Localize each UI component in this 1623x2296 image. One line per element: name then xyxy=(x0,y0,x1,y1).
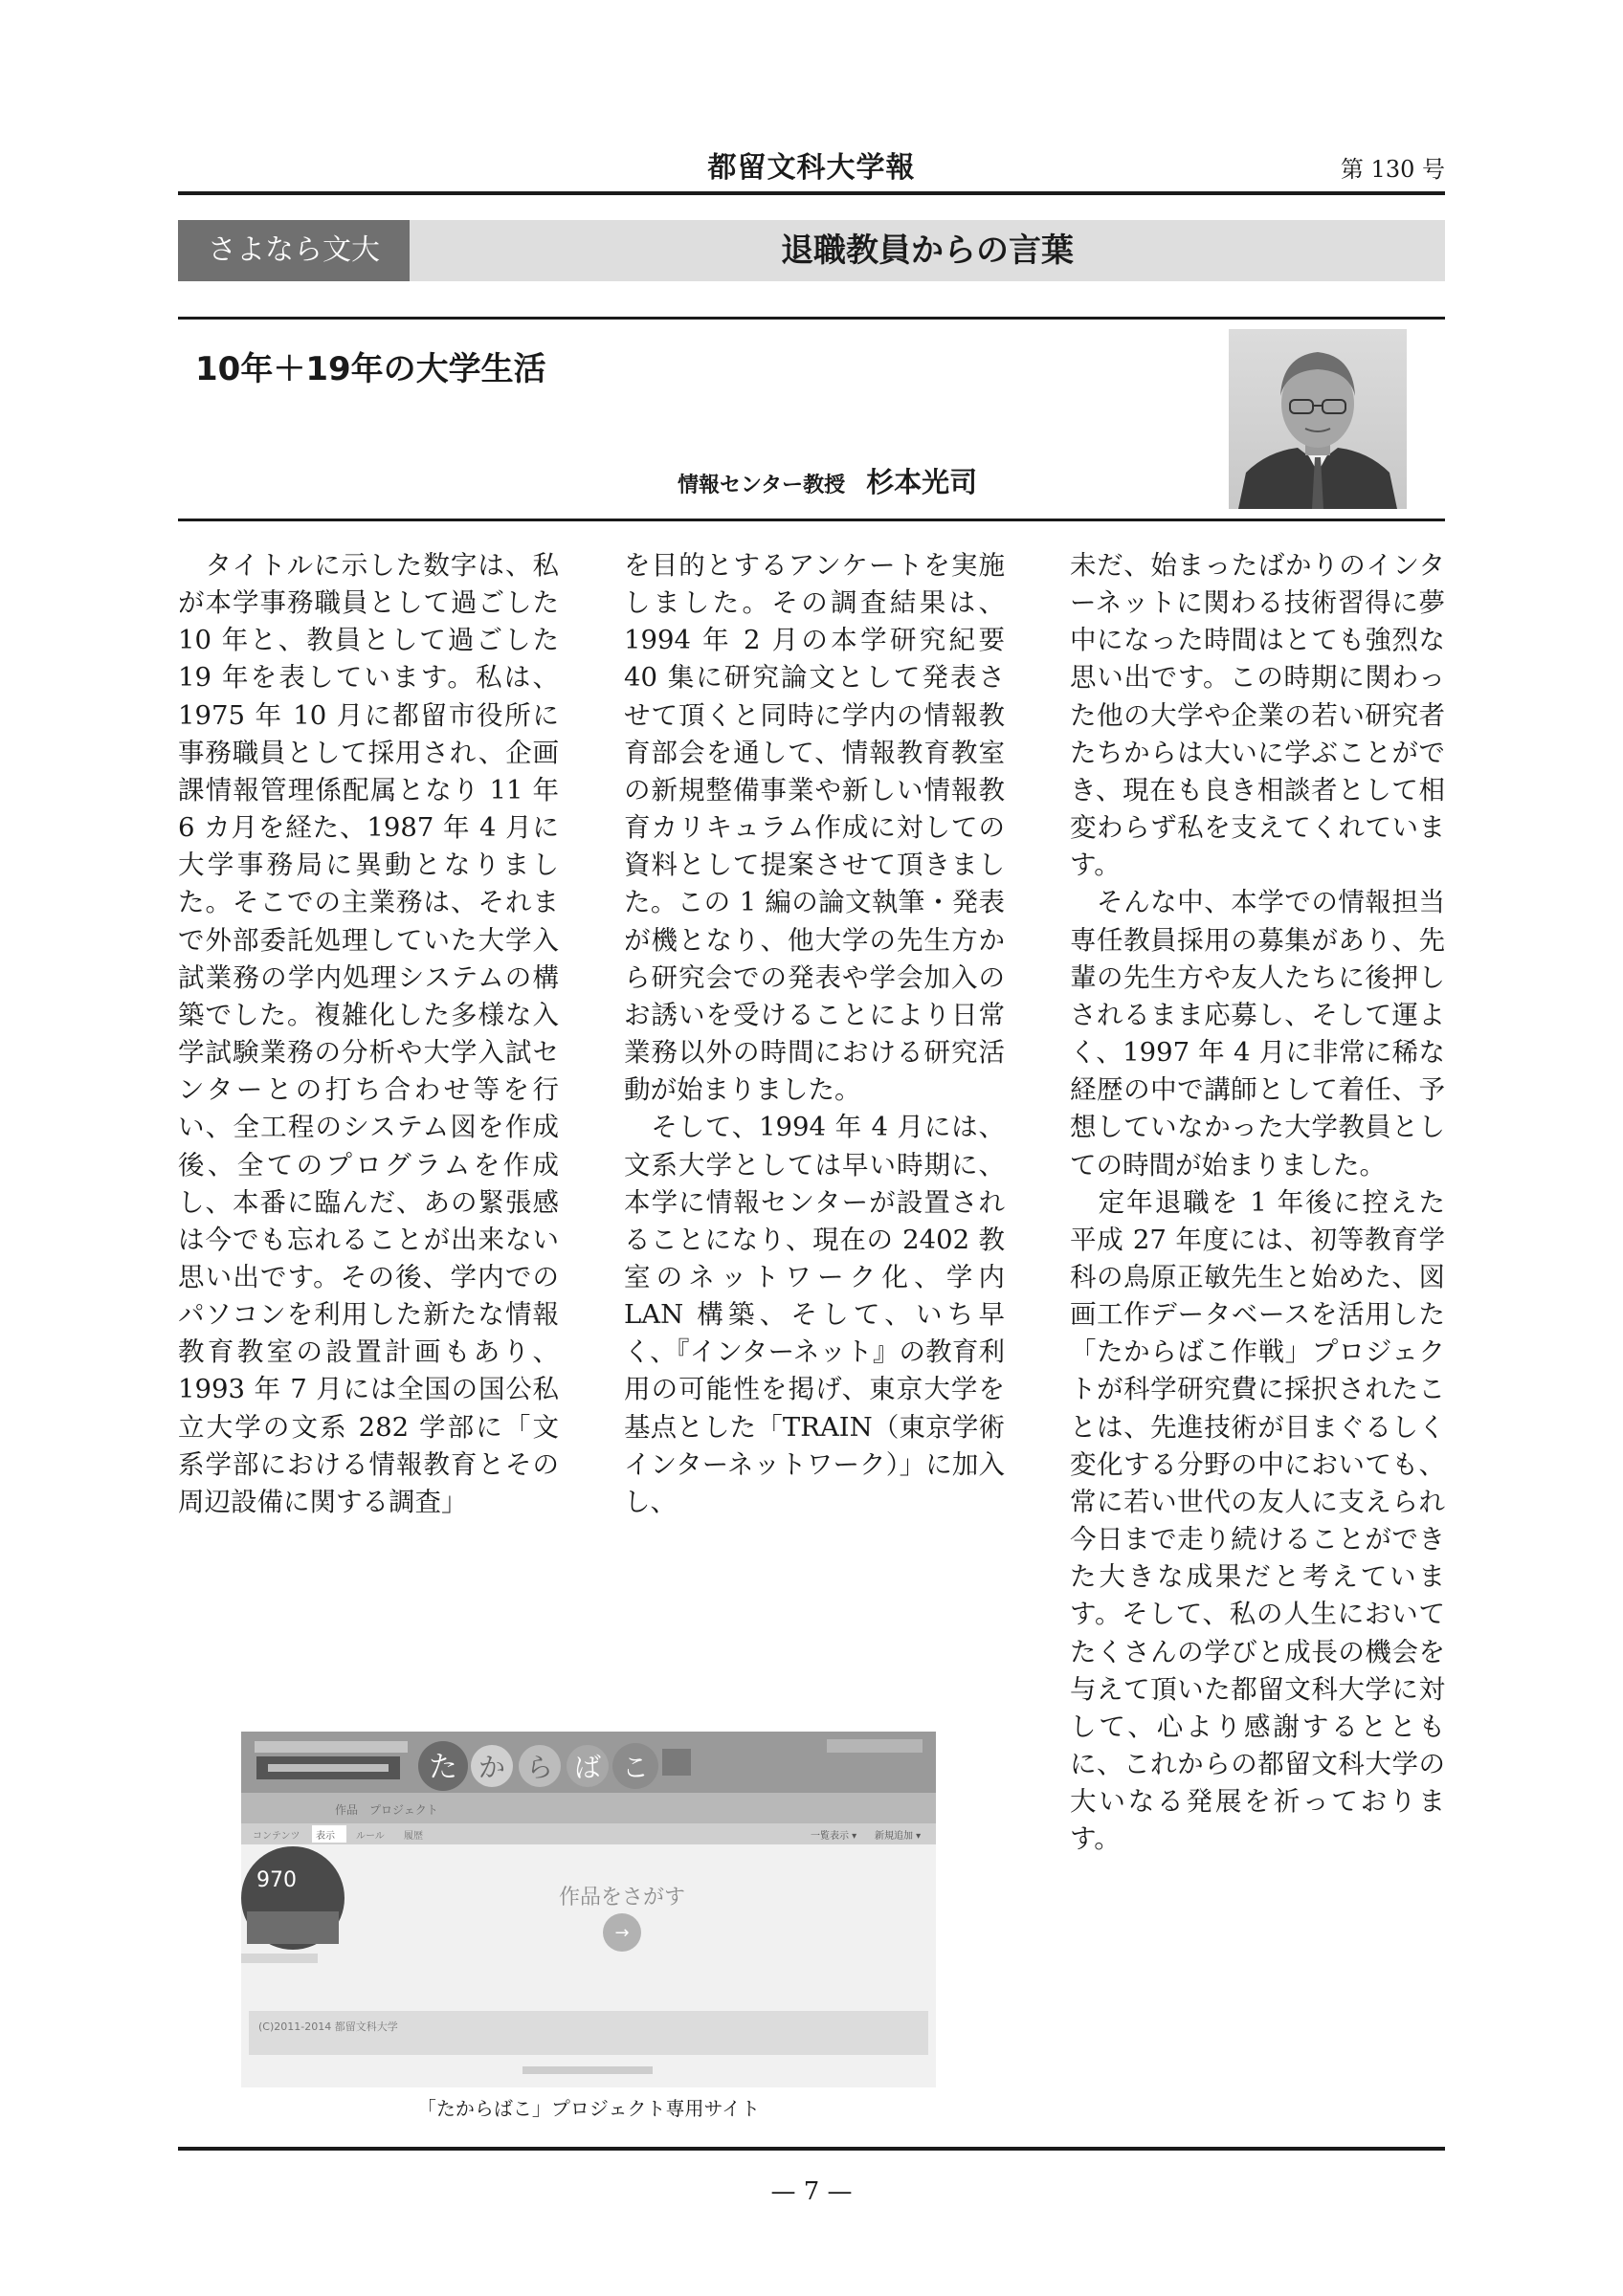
article-top-rule xyxy=(178,317,1445,320)
paragraph: そんな中、本学での情報担当専任教員採用の募集があり、先輩の先生方や友人たちに後押しされるまま応募し、そして運よく、1997 年 4 月に非常に稀な経歴の中で講師として着任、予想していなかった大学教員としての時間が始まりました。 xyxy=(1070,887,1445,1181)
logo-char: ば xyxy=(573,1752,602,1783)
site-search-box[interactable] xyxy=(827,1739,923,1753)
paragraph: を目的とするアンケートを実施しました。その調査結果は、1994 年 2 月の本学研究紀要 40 集に研究論文として発表させて頂くと同時に学内の情報教育部会を通して、情報教育教室の新規整備事業や新しい情報教育カリキュラム作成に対しての資料として提案させて頂きました。この 1 編の論文執筆・発表が機となり、他大学の先生方から研究会での発表や学会加入のお誘いを受けることにより日常業務以外の時間における研究活動が始まりました。 xyxy=(624,550,1005,1106)
figure-caption: 「たからばこ」プロジェクト専用サイト xyxy=(416,2097,761,2120)
author-line xyxy=(678,461,977,500)
page-number: — 7 — xyxy=(770,2177,853,2206)
author-role: 情報センター教授 xyxy=(678,474,846,497)
tab-view[interactable]: 表示 xyxy=(316,1831,335,1842)
counter-number: 970 xyxy=(256,1868,297,1892)
search-works-label: 作品をさがす xyxy=(558,1886,686,1910)
article-column-2 xyxy=(624,547,1005,1521)
logo-char: た xyxy=(429,1751,457,1784)
author-portrait xyxy=(1229,329,1407,509)
paragraph: タイトルに示した数字は、私が本学事務職員として過ごした 10 年と、教員として過ごした 19 年を表しています。私は、1975 年 10 月に都留市役所に事務職員として採用され、企画課情報管理係配属となり 11 年 6 カ月を経た、1987 年 4 月に大学事務局に異動となりました。そこでの主業務は、それまで外部委託処理していた大学入試業務の学内処理システムの構築でした。複雑化した多様な入学試験業務の分析や大学入試センターとの打ち合わせ等を行い、全工程のシステム図を作成後、全てのプログラムを作成し、本番に臨んだ、あの緊張感は今でも忘れることが出来ない思い出です。その後、学内でのパソコンを利用した新たな情報教育教室の設置計画もあり、1993 年 7 月には全国の国公私立大学の文系 282 学部に「文系学部における情報教育とその周辺設備に関する調査」 xyxy=(178,550,559,1517)
tab-rules[interactable]: ルール xyxy=(356,1831,385,1842)
article-column-3 xyxy=(1070,547,1445,1858)
logo-char: ら xyxy=(525,1752,554,1783)
article-heading-rule xyxy=(178,519,1445,521)
display-menu[interactable]: 一覧表示 ▾ xyxy=(811,1831,857,1842)
issue-number: 第 130 号 xyxy=(1340,156,1445,183)
section-title: 退職教員からの言葉 xyxy=(781,232,1074,270)
paragraph: 定年退職を 1 年後に控えた平成 27 年度には、初等教育学科の鳥原正敏先生と始めた、図画工作データベースを活用した「たからばこ作戦」プロジェクトが科学研究費に採択されたことは、先進技術が目まぐるしく変化する分野の中においても、常に若い世代の友人に支えられ今日まで走り続けることができた大きな成果だと考えています。そして、私の人生においてたくさんの学びと成長の機会を与えて頂いた都留文科大学に対して、心より感謝するとともに、これからの都留文科大学の大いなる発展を祈っております。 xyxy=(1070,1186,1445,1855)
tab-contents[interactable]: コンテンツ xyxy=(253,1831,300,1842)
journal-title: 都留文科大学報 xyxy=(707,151,916,185)
arrow-right-icon: → xyxy=(614,1923,630,1943)
header-rule xyxy=(178,191,1445,195)
add-new-menu[interactable]: 新規追加 ▾ xyxy=(875,1831,922,1842)
footer-rule xyxy=(178,2147,1445,2151)
nav-breadcrumb[interactable]: 作品 プロジェクト xyxy=(335,1803,438,1817)
paragraph: 未だ、始まったばかりのインターネットに関わる技術習得に夢中になった時間はとても強烈な思い出です。この時期に関わった他の大学や企業の若い研究者たちからは大いに学ぶことができ、現在も良き相談者として相変わらず私を支えてくれています。 xyxy=(1070,550,1445,881)
section-banner xyxy=(178,220,1445,281)
logo-char: こ xyxy=(621,1752,650,1783)
paragraph: そして、1994 年 4 月には、文系大学としては早い時期に、本学に情報センターが設置されることになり、現在の 2402 教室のネットワーク化、学内 LAN 構築、そして、いち早く、『インターネット』の教育利用の可能性を掲げ、東京大学を基点とした「TRAIN（東京学術インターネットワーク）」に加入し、 xyxy=(624,1112,1005,1517)
section-tag: さよなら文大 xyxy=(178,220,410,281)
article-column-1 xyxy=(178,547,559,1521)
takarabako-site-screenshot xyxy=(241,1732,936,2087)
project-label xyxy=(255,1741,408,1753)
logo-char: か xyxy=(478,1752,506,1783)
copyright-text: (C)2011-2014 都留文科大学 xyxy=(258,2020,398,2033)
treasure-box-icon xyxy=(662,1749,691,1776)
author-name: 杉本光司 xyxy=(866,466,978,498)
tab-history[interactable]: 履歴 xyxy=(404,1831,423,1842)
article-title: 10年＋19年の大学生活 xyxy=(195,350,546,388)
powered-by-text xyxy=(522,2066,653,2074)
